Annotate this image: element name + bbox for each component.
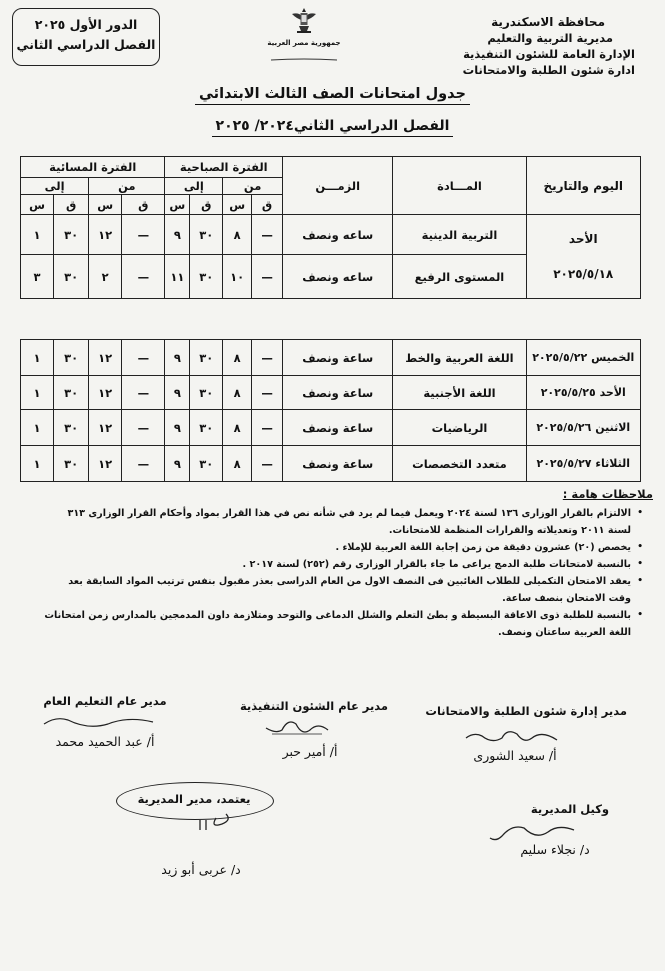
header-s: س xyxy=(21,195,54,215)
evening-to-hour: ١ xyxy=(21,376,54,410)
evening-to-hour: ٣ xyxy=(21,255,54,299)
signature-director: يعتمد، مدير المديرية xyxy=(137,792,251,806)
header-from: من xyxy=(223,178,283,195)
page-subtitle: الفصل الدراسي الثاني٢٠٢٤/ ٢٠٢٥ xyxy=(0,118,665,134)
header-to: إلى xyxy=(21,178,89,195)
morning-from-hour: ١٠ xyxy=(223,255,252,299)
signature-deputy: وكيل المديرية xyxy=(530,802,610,816)
header-q: ق xyxy=(190,195,223,215)
evening-to-hour: ١ xyxy=(21,410,54,446)
handwritten-signature xyxy=(186,810,236,832)
evening-to-hour: ١ xyxy=(21,215,54,255)
morning-to-minute: ٣٠ xyxy=(190,410,223,446)
signature-name-director: د/ عربى أبو زيد xyxy=(161,862,241,877)
evening-to-minute: ٣٠ xyxy=(54,340,89,376)
republic-caption: جمهورية مصر العربية xyxy=(267,39,341,47)
evening-from-minute: — xyxy=(122,340,165,376)
table-row xyxy=(21,215,641,255)
exam-term: الفصل الدراسي الثاني xyxy=(16,37,156,52)
evening-to-hour: ١ xyxy=(21,446,54,482)
morning-to-hour: ٩ xyxy=(165,340,190,376)
duration-cell: ساعة ونصف xyxy=(283,446,393,482)
duration-cell: ساعة ونصف xyxy=(283,410,393,446)
evening-to-minute: ٣٠ xyxy=(54,376,89,410)
exam-round-box xyxy=(12,8,160,66)
bullet-icon: • xyxy=(637,576,643,586)
emblem-block xyxy=(266,6,342,66)
morning-from-minute: — xyxy=(252,340,283,376)
schedule-table-2 xyxy=(20,339,641,482)
morning-from-minute: — xyxy=(252,255,283,299)
evening-to-minute: ٣٠ xyxy=(54,410,89,446)
evening-from-minute: — xyxy=(122,376,165,410)
students-affairs-admin: ادارة شئون الطلبة والامتحانات xyxy=(462,63,635,77)
header-q: ق xyxy=(252,195,283,215)
eagle-emblem-icon xyxy=(289,6,319,34)
morning-to-minute: ٣٠ xyxy=(190,255,223,299)
governorate: محافظة الاسكندرية xyxy=(491,15,605,29)
subject-cell: التربية الدينية xyxy=(393,215,526,255)
header-to: إلى xyxy=(165,178,223,195)
header-q: ق xyxy=(54,195,89,215)
directorate: مديرية التربية والتعليم xyxy=(487,31,613,45)
header-s: س xyxy=(165,195,190,215)
morning-to-hour: ٩ xyxy=(165,410,190,446)
morning-to-hour: ٩ xyxy=(165,215,190,255)
evening-to-hour: ١ xyxy=(21,340,54,376)
header-subject: المـــادة xyxy=(393,157,526,215)
evening-to-minute: ٣٠ xyxy=(54,215,89,255)
bullet-icon: • xyxy=(637,508,643,518)
subject-cell: الرياضيات xyxy=(393,410,526,446)
handwritten-signature xyxy=(262,716,332,738)
duration-cell: ساعه ونصف xyxy=(283,215,393,255)
notes-title: ملاحظات هامة : xyxy=(562,487,653,501)
subject-cell: المستوى الرفيع xyxy=(393,255,526,299)
day-name: الأحد xyxy=(568,231,598,246)
duration-cell: ساعة ونصف xyxy=(283,376,393,410)
evening-from-hour: ١٢ xyxy=(89,215,122,255)
header-s: س xyxy=(223,195,252,215)
duration-cell: ساعه ونصف xyxy=(283,255,393,299)
list-item: • يخصص (٢٠) عشرون دقيقة من زمن إجابة اللغة العربية للإملاء . xyxy=(43,539,643,556)
signature-name-executive-affairs: أ/ أمير حبر xyxy=(282,744,338,759)
morning-from-hour: ٨ xyxy=(223,446,252,482)
signature-name-deputy: د/ نجلاء سليم xyxy=(520,842,590,857)
day-date-cell: الثلاثاء ٢٠٢٥/٥/٢٧ xyxy=(526,446,641,482)
morning-from-hour: ٨ xyxy=(223,215,252,255)
day-date-cell: الأحد ٢٠٢٥/٥/٢٥ xyxy=(526,376,641,410)
handwritten-signature xyxy=(462,726,562,748)
subject-cell: اللغة العربية والخط xyxy=(393,340,526,376)
morning-from-minute: — xyxy=(252,376,283,410)
schedule-table-1 xyxy=(20,156,641,299)
day-date-cell: الخميس ٢٠٢٥/٥/٢٢ xyxy=(526,340,641,376)
bullet-icon: • xyxy=(637,559,643,569)
header-s: س xyxy=(89,195,122,215)
notes-list xyxy=(43,505,643,641)
day-date-cell: الاثنين ٢٠٢٥/٥/٢٦ xyxy=(526,410,641,446)
list-item: • يعقد الامتحان التكميلى للطلاب الغائبين فى النصف الاول من العام الدراسى بعذر مقبول بنفس ترتيب المواد السابقة بعد وقت الامتحان بنصف ساعة. xyxy=(43,573,643,607)
caption-underline xyxy=(269,58,339,62)
evening-from-hour: ١٢ xyxy=(89,446,122,482)
table-row xyxy=(21,340,641,376)
header-from: من xyxy=(89,178,165,195)
header-morning: الفترة الصباحية xyxy=(165,157,283,178)
evening-from-minute: — xyxy=(122,410,165,446)
morning-to-hour: ٩ xyxy=(165,376,190,410)
list-item: • بالنسبة لامتحانات طلبة الدمج يراعى ما جاء بالقرار الوزارى رقم (٢٥٢) لسنة ٢٠١٧ . xyxy=(43,556,643,573)
exam-date: ٢٠٢٥/٥/١٨ xyxy=(553,266,614,281)
evening-from-minute: — xyxy=(122,446,165,482)
morning-from-hour: ٨ xyxy=(223,340,252,376)
morning-from-minute: — xyxy=(252,410,283,446)
table-row xyxy=(21,446,641,482)
morning-to-minute: ٣٠ xyxy=(190,376,223,410)
subject-cell: اللغة الأجنبية xyxy=(393,376,526,410)
evening-from-hour: ٢ xyxy=(89,255,122,299)
morning-from-minute: — xyxy=(252,215,283,255)
evening-from-hour: ١٢ xyxy=(89,410,122,446)
signature-executive-affairs: مدير عام الشئون التنفيذية xyxy=(239,699,389,713)
bullet-icon: • xyxy=(637,542,643,552)
morning-to-minute: ٣٠ xyxy=(190,215,223,255)
header-evening: الفترة المسائية xyxy=(21,157,165,178)
issuer-block xyxy=(425,14,635,78)
general-administration: الإدارة العامة للشئون التنفيذية xyxy=(463,47,635,61)
evening-from-hour: ١٢ xyxy=(89,376,122,410)
morning-from-hour: ٨ xyxy=(223,410,252,446)
handwritten-signature xyxy=(38,712,158,734)
morning-from-hour: ٨ xyxy=(223,376,252,410)
header-day-date: اليوم والتاريخ xyxy=(526,157,641,215)
evening-from-minute: — xyxy=(122,215,165,255)
header-duration: الزمـــن xyxy=(283,157,393,215)
duration-cell: ساعة ونصف xyxy=(283,340,393,376)
table-row xyxy=(21,376,641,410)
morning-to-minute: ٣٠ xyxy=(190,446,223,482)
list-item: • بالنسبة للطلبة ذوى الاعاقة البسيطة و بطئ التعلم والشلل الدماغى والتوحد ومتلازمة داون المدمجين بالمدارس زمن امتحانات اللغة العربية ساعتان ونصف. xyxy=(43,607,643,641)
morning-to-minute: ٣٠ xyxy=(190,340,223,376)
evening-from-hour: ١٢ xyxy=(89,340,122,376)
evening-to-minute: ٣٠ xyxy=(54,446,89,482)
morning-from-minute: — xyxy=(252,446,283,482)
morning-to-hour: ٩ xyxy=(165,446,190,482)
subject-cell: متعدد التخصصات xyxy=(393,446,526,482)
page-title: جدول امتحانات الصف الثالث الابتدائي xyxy=(0,86,665,102)
table-row xyxy=(21,410,641,446)
evening-to-minute: ٣٠ xyxy=(54,255,89,299)
signature-students-affairs: مدير إدارة شئون الطلبة والامتحانات xyxy=(425,704,627,718)
signature-name-students-affairs: أ/ سعيد الشورى xyxy=(473,748,557,763)
header-q: ق xyxy=(122,195,165,215)
signature-name-general-education: أ/ عبد الحميد محمد xyxy=(55,734,155,749)
evening-from-minute: — xyxy=(122,255,165,299)
morning-to-hour: ١١ xyxy=(165,255,190,299)
day-date-cell xyxy=(526,215,641,299)
signature-general-education: مدير عام التعليم العام xyxy=(43,694,167,708)
bullet-icon: • xyxy=(637,610,643,620)
exam-round: الدور الأول ٢٠٢٥ xyxy=(34,17,138,32)
list-item: • الالتزام بالقرار الوزارى ١٣٦ لسنة ٢٠٢٤ ويعمل فيما لم يرد في شأنه نص في هذا القرار بمواد وأحكام القرار الوزارى ٣١٣ لسنة ٢٠١١ وتعديلاته والقرارات المنظمة للامتحانات. xyxy=(43,505,643,539)
